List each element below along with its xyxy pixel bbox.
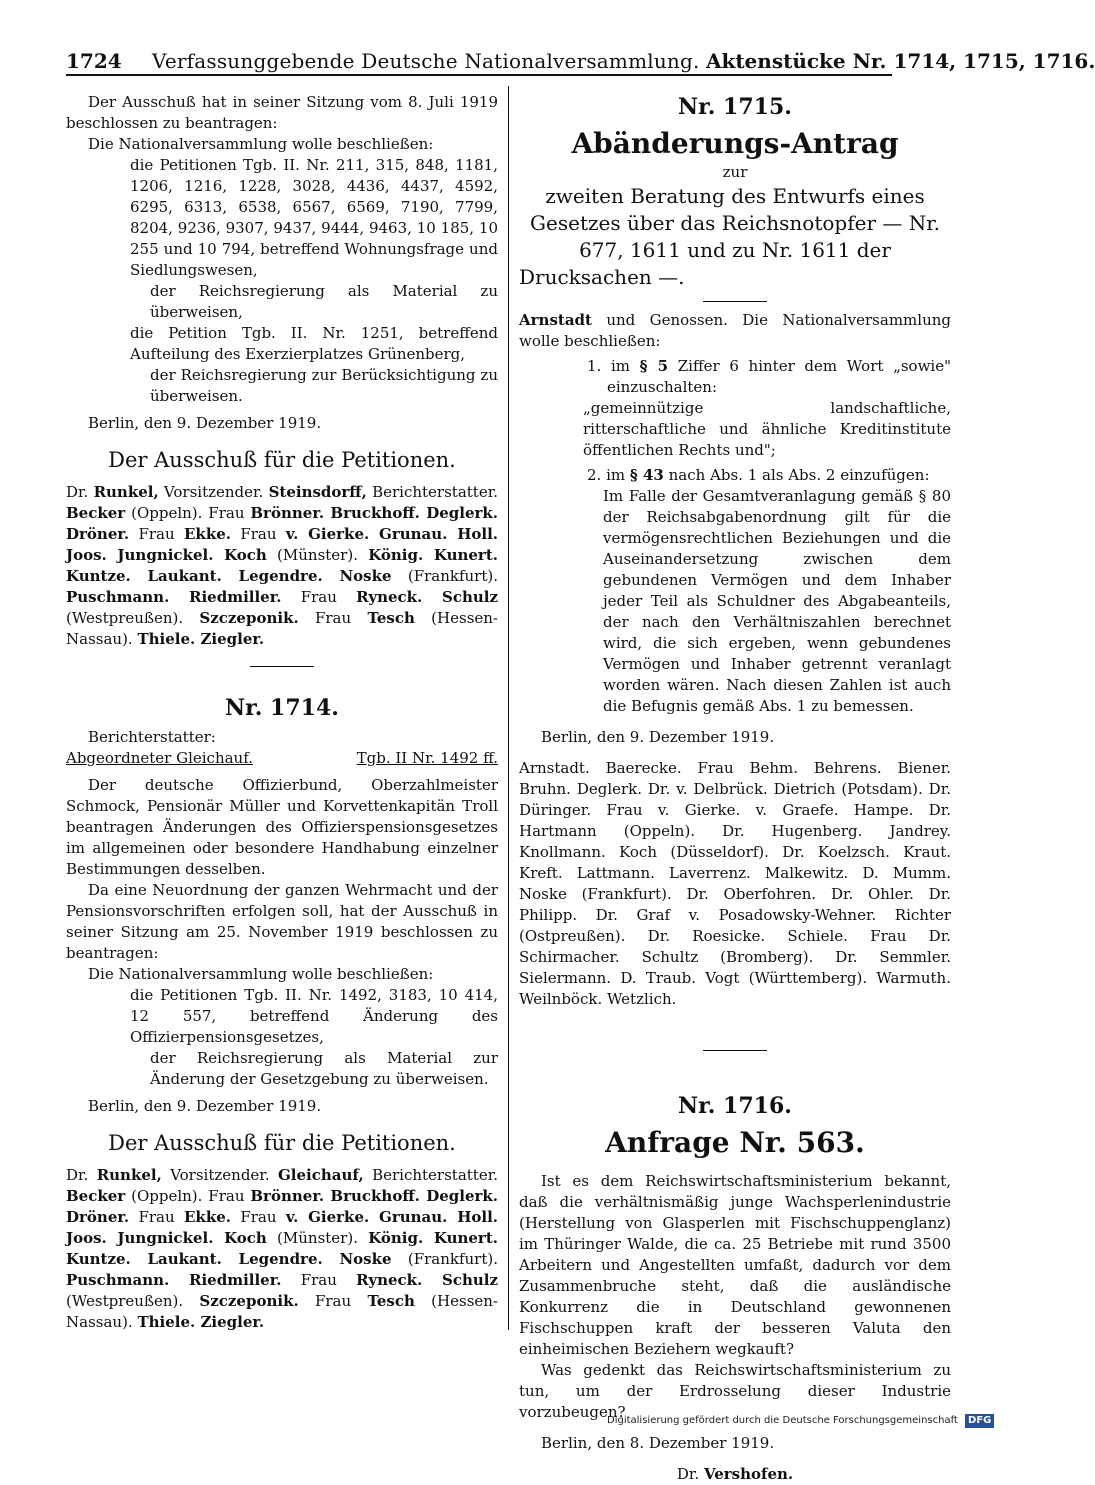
signatory-name: Brönner. Bruckhoff. Deglerk. Dröner. bbox=[66, 504, 499, 543]
dateline: Berlin, den 9. Dezember 1919. bbox=[541, 728, 775, 746]
section-number-1714: Nr. 1714. bbox=[225, 695, 339, 721]
signatory-text: Frau bbox=[281, 588, 357, 606]
signatory-name: Becker bbox=[66, 1187, 126, 1205]
publication-title: Verfassunggebende Deutsche Nationalversammlung. bbox=[152, 49, 700, 73]
section-separator bbox=[703, 301, 767, 302]
paragraph-1: Der deutsche Offizierbund, Oberzahlmeister Schmock, Pensionär Müller und Korvettenkapitän Troll beantragen Änderungen des Offizierspensionsgesetzes im allgemeinen oder besondere Handhabung einzelner Bestimmungen desselben. bbox=[66, 776, 498, 878]
column-divider bbox=[508, 86, 509, 1330]
signatory-name: Puschmann. Riedmiller. bbox=[66, 588, 282, 606]
signatory-text: (Hessen-Nassau). bbox=[66, 609, 498, 648]
motion-open: Die Nationalversammlung wolle beschließen: bbox=[88, 135, 434, 153]
signatory-text: Vorsitzender. bbox=[161, 1166, 278, 1184]
signatory-text: Frau bbox=[298, 609, 368, 627]
left-column bbox=[66, 92, 498, 1333]
petition-item-1-action: der Reichsregierung als Material zu überweisen, bbox=[150, 282, 498, 321]
signatory-list bbox=[66, 482, 498, 650]
amendment-point-1 bbox=[519, 356, 951, 398]
signatory-text: Dr. bbox=[66, 1166, 97, 1184]
paragraph-ref: § 43 bbox=[629, 466, 664, 484]
signatory-name: Szczeponik. bbox=[199, 609, 299, 627]
signatory-name: Becker bbox=[66, 504, 126, 522]
paragraph-2: Da eine Neuordnung der ganzen Wehrmacht und der Pensionsvorschriften erfolgen soll, hat der Ausschuß in seiner Sitzung am 25. November 1919 beschlossen zu beantragen: bbox=[66, 881, 498, 962]
signatory-name: König. Kunert. Kuntze. Laukant. Legendre. Noske bbox=[66, 546, 498, 585]
committee-intro: Der Ausschuß hat in seiner Sitzung vom 8. Juli 1919 beschlossen zu beantragen: bbox=[66, 93, 498, 132]
signatory-text: (Münster). bbox=[266, 546, 369, 564]
signatory-text: Vorsitzender. bbox=[158, 483, 269, 501]
signatory-text: (Frankfurt). bbox=[391, 1250, 498, 1268]
signatory-list bbox=[66, 1165, 498, 1333]
signatory-text: Frau bbox=[231, 525, 286, 543]
signatory-list: Arnstadt. Baerecke. Frau Behm. Behrens. Biener. Bruhn. Deglerk. Dr. v. Delbrück. Dietrich (Potsdam). Dr. Düringer. Frau v. Gierke. v. Graefe. Hampe. Dr. Hartmann (Oppeln). Dr. Hugenberg. Jandrey. Knollmann. Koch (Düsseldorf). Dr. Koelzsch. Kraut. Kreft. Lattmann. Laverrenz. Malkewitz. D. Mumm. Noske (Frankfurt). Dr. Oberfohren. Dr. Ohler. Dr. Philipp. Dr. Graf v. Posadowsky-Wehner. Richter (Ostpreußen). Dr. Roesicke. Schiele. Frau Dr. Schirmacher. Schultz (Bromberg). Dr. Semmler. Sielermann. D. Traub. Vogt (Württemberg). Warmuth. Weilnböck. Wetzlich. bbox=[519, 759, 951, 1008]
signatory-name: Tesch bbox=[367, 1292, 415, 1310]
signatory-text: (Hessen-Nassau). bbox=[66, 1292, 498, 1331]
signatory-name: Ryneck. Schulz bbox=[356, 588, 498, 606]
signatory-text: (Oppeln). Frau bbox=[125, 504, 251, 522]
signatory-text: (Frankfurt). bbox=[391, 567, 498, 585]
amendment-quote-2: Im Falle der Gesamtveranlagung gemäß § 80 der Reichsabgabenordnung gilt für die vermögensrechtlichen Beziehungen und die Auseinandersetzung zwischen dem gebundenen Vermögen und dem Inhaber jeder Teil als Schuldner des Abgabeanteils, der nach den Verhältniszahlen berechnet wird, die sich ergeben, wenn gebundenes Vermögen und Inhaber getrennt veranlagt worden wären. Nach diesen Zahlen ist auch die Befugnis gemäß Abs. 1 zu bemessen. bbox=[603, 487, 951, 715]
signatory-name: Runkel, bbox=[93, 483, 159, 501]
signatory-name: Szczeponik. bbox=[199, 1292, 299, 1310]
signatory-text: Berichterstatter. bbox=[366, 483, 498, 501]
committee-name: Der Ausschuß für die Petitionen. bbox=[108, 1131, 456, 1155]
point-number: 2. im bbox=[587, 466, 630, 484]
section-separator bbox=[250, 666, 314, 667]
motion-open: Die Nationalversammlung wolle beschließen: bbox=[88, 965, 434, 983]
dateline: Berlin, den 8. Dezember 1919. bbox=[541, 1434, 775, 1452]
section-title: Abänderungs-Antrag bbox=[571, 127, 899, 160]
section-zur: zur bbox=[722, 163, 748, 181]
dateline: Berlin, den 9. Dezember 1919. bbox=[88, 414, 322, 432]
signatory-text: Dr. bbox=[66, 483, 94, 501]
dfg-logo: DFG bbox=[965, 1414, 994, 1428]
signatory-text: Berichterstatter. bbox=[363, 1166, 498, 1184]
signatory-name: Gleichauf, bbox=[277, 1166, 364, 1184]
right-column bbox=[519, 92, 951, 1485]
point-text: Ziffer 6 hinter dem Wort „sowie" einzuschalten: bbox=[607, 357, 951, 396]
petition-item-2: die Petition Tgb. II. Nr. 1251, betreffend Aufteilung des Exerzierplatzes Grünenberg, bbox=[130, 324, 498, 363]
signatory-name: v. Gierke. Grunau. Holl. Joos. Jungnickel. Koch bbox=[66, 1208, 498, 1247]
signatory-text: (Westpreußen). bbox=[66, 1292, 200, 1310]
signatory-name: Ekke. bbox=[184, 1208, 231, 1226]
footer-text: Digitalisierung gefördert durch die Deutsche Forschungsgemeinschaft bbox=[607, 1415, 958, 1426]
mover-name: Arnstadt bbox=[519, 311, 592, 329]
section-number-1715: Nr. 1715. bbox=[678, 94, 792, 120]
signature-name: Vershofen. bbox=[703, 1465, 794, 1483]
petition-item-2-action: der Reichsregierung zur Berücksichtigung zu überweisen. bbox=[150, 366, 498, 405]
dateline: Berlin, den 9. Dezember 1919. bbox=[88, 1097, 322, 1115]
digitization-footer bbox=[607, 1414, 994, 1428]
amendment-point-2 bbox=[519, 465, 951, 486]
signatory-text: Frau bbox=[298, 1292, 368, 1310]
inquiry-title: Anfrage Nr. 563. bbox=[605, 1126, 865, 1159]
signature-prefix: Dr. bbox=[676, 1465, 704, 1483]
paragraph-ref: § 5 bbox=[639, 357, 669, 375]
page-number: 1724 bbox=[66, 49, 122, 73]
document-reference: Aktenstücke Nr. 1714, 1715, 1716. bbox=[705, 49, 1095, 73]
section-subtitle: zweiten Beratung des Entwurfs eines Gesetzes über das Reichsnotopfer — Nr. 677, 1611 und zu Nr. 1611 der Drucksachen —. bbox=[519, 184, 940, 289]
signatory-text: (Westpreußen). bbox=[66, 609, 200, 627]
reporter-label: Berichterstatter: bbox=[88, 728, 216, 746]
page-header bbox=[66, 48, 1095, 76]
section-separator bbox=[703, 1050, 767, 1051]
inquiry-signature bbox=[519, 1464, 951, 1485]
signatory-text: Frau bbox=[281, 1271, 357, 1289]
signatory-text: (Münster). bbox=[266, 1229, 369, 1247]
mover-line bbox=[519, 310, 951, 352]
inquiry-paragraph-1: Ist es dem Reichswirtschaftsministerium bekannt, daß die verhältnismäßig junge Wachsperlenindustrie (Herstellung von Glasperlen mit Fischschuppenglanz) im Thüringer Walde, die ca. 25 Betriebe mit rund 3500 Arbeitern und Angestellten umfaßt, dadurch vor dem Zusammenbruche steht, daß die ausländische Konkurrenz die in Deutschland gewonnenen Fischschuppen kraft der besseren Valuta den einheimischen Beziehern wegkauft? bbox=[519, 1172, 951, 1358]
signatory-name: König. Kunert. Kuntze. Laukant. Legendre. Noske bbox=[66, 1229, 498, 1268]
signatory-name: Thiele. Ziegler. bbox=[137, 1313, 265, 1331]
section-number-1716: Nr. 1716. bbox=[678, 1093, 792, 1119]
petition-item-1: die Petitionen Tgb. II. Nr. 211, 315, 848, 1181, 1206, 1216, 1228, 3028, 4436, 4437, 4592, 6295, 6313, 6538, 6567, 6569, 7190, 7799, 8204, 9236, 9307, 9437, 9444, 9463, 10 185, 10 255 und 10 794, betreffend Wohnungsfrage und Siedlungswesen, bbox=[130, 156, 498, 279]
signatory-name: Ekke. bbox=[184, 525, 231, 543]
point-text: nach Abs. 1 als Abs. 2 einzufügen: bbox=[663, 466, 930, 484]
reporter-reference: Tgb. II Nr. 1492 ff. bbox=[356, 749, 498, 767]
signatory-name: v. Gierke. Grunau. Holl. Joos. Jungnickel. Koch bbox=[66, 525, 498, 564]
committee-name: Der Ausschuß für die Petitionen. bbox=[108, 448, 456, 472]
mover-rest: und Genossen. Die Nationalversammlung wolle beschließen: bbox=[519, 311, 951, 350]
signatory-name: Puschmann. Riedmiller. bbox=[66, 1271, 282, 1289]
signatory-text: Frau bbox=[129, 525, 184, 543]
signatory-name: Tesch bbox=[367, 609, 415, 627]
reporter-name: Abgeordneter Gleichauf. bbox=[66, 749, 254, 767]
inquiry-paragraph-2: Was gedenkt das Reichswirtschaftsministerium zu tun, um der Erdrosselung dieser Industrie vorzubeugen? bbox=[519, 1361, 951, 1421]
reporter-row bbox=[66, 748, 498, 769]
signatory-name: Runkel, bbox=[96, 1166, 162, 1184]
signatory-name: Brönner. Bruckhoff. Deglerk. Dröner. bbox=[66, 1187, 499, 1226]
signatory-text: Frau bbox=[129, 1208, 184, 1226]
signatory-name: Thiele. Ziegler. bbox=[137, 630, 265, 648]
point-number: 1. im bbox=[587, 357, 640, 375]
petition-item-action: der Reichsregierung als Material zur Änderung der Gesetzgebung zu überweisen. bbox=[150, 1049, 498, 1088]
signatory-name: Steinsdorff, bbox=[268, 483, 367, 501]
signatory-name: Ryneck. Schulz bbox=[356, 1271, 498, 1289]
petition-item: die Petitionen Tgb. II. Nr. 1492, 3183, 10 414, 12 557, betreffend Änderung des Offizierpensionsgesetzes, bbox=[130, 986, 498, 1046]
signatory-text: Frau bbox=[231, 1208, 286, 1226]
amendment-quote-1: „gemeinnützige landschaftliche, ritterschaftliche und ähnliche Kreditinstitute öffentlichen Rechts und"; bbox=[583, 399, 951, 459]
signatory-text: (Oppeln). Frau bbox=[125, 1187, 251, 1205]
